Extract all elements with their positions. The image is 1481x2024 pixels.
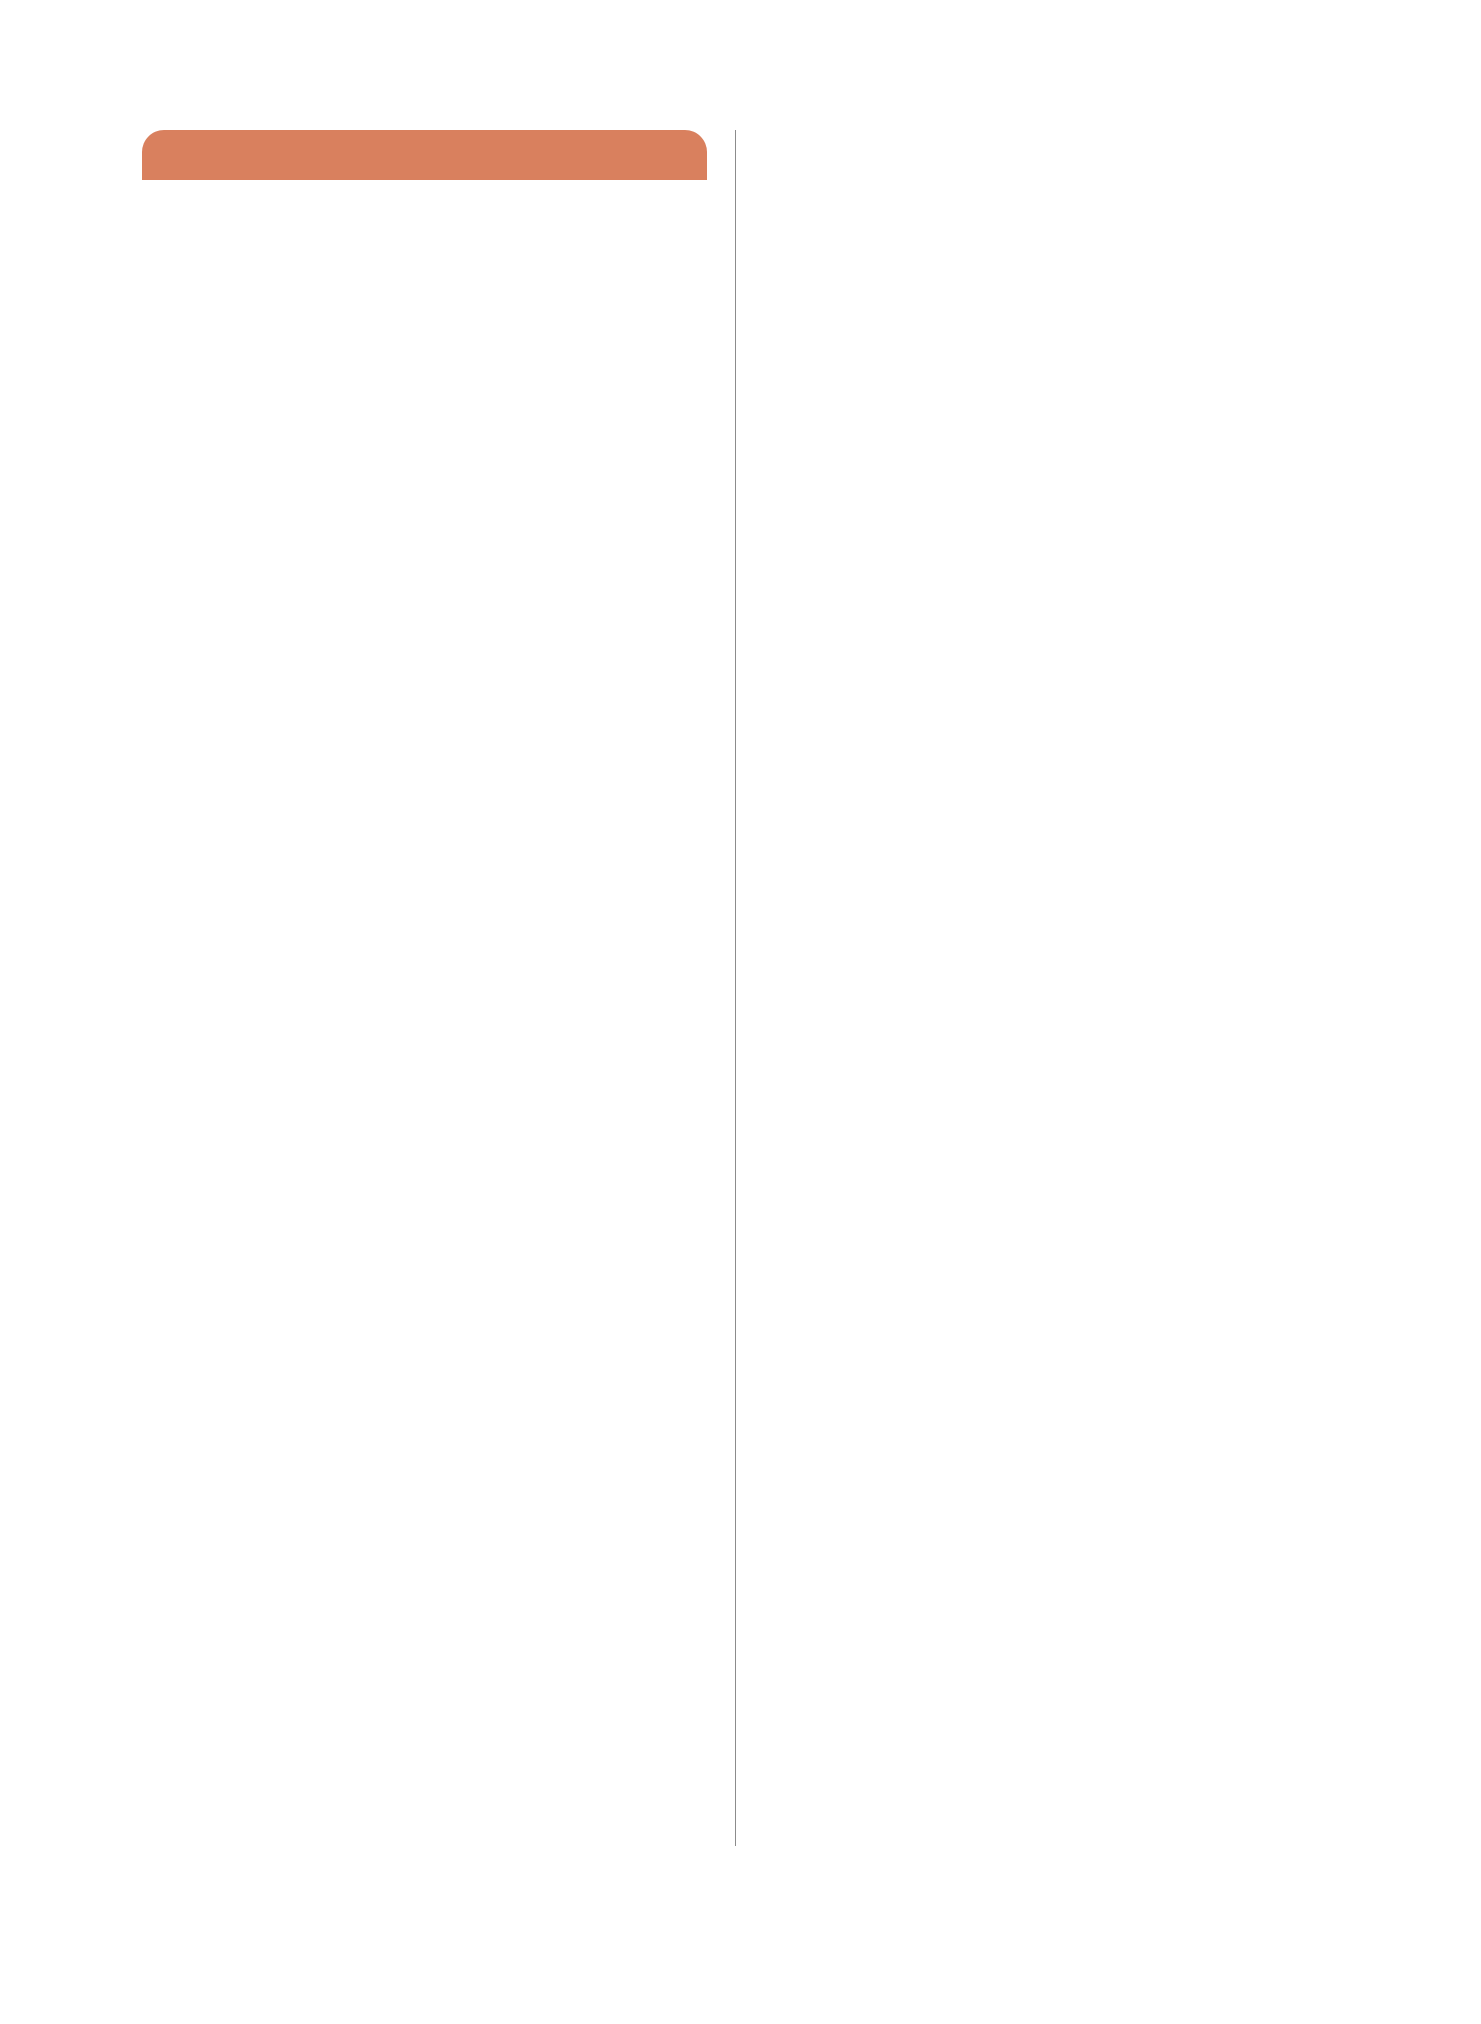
section-title [142,130,707,180]
column-divider [735,130,736,1846]
left-column [142,130,707,190]
